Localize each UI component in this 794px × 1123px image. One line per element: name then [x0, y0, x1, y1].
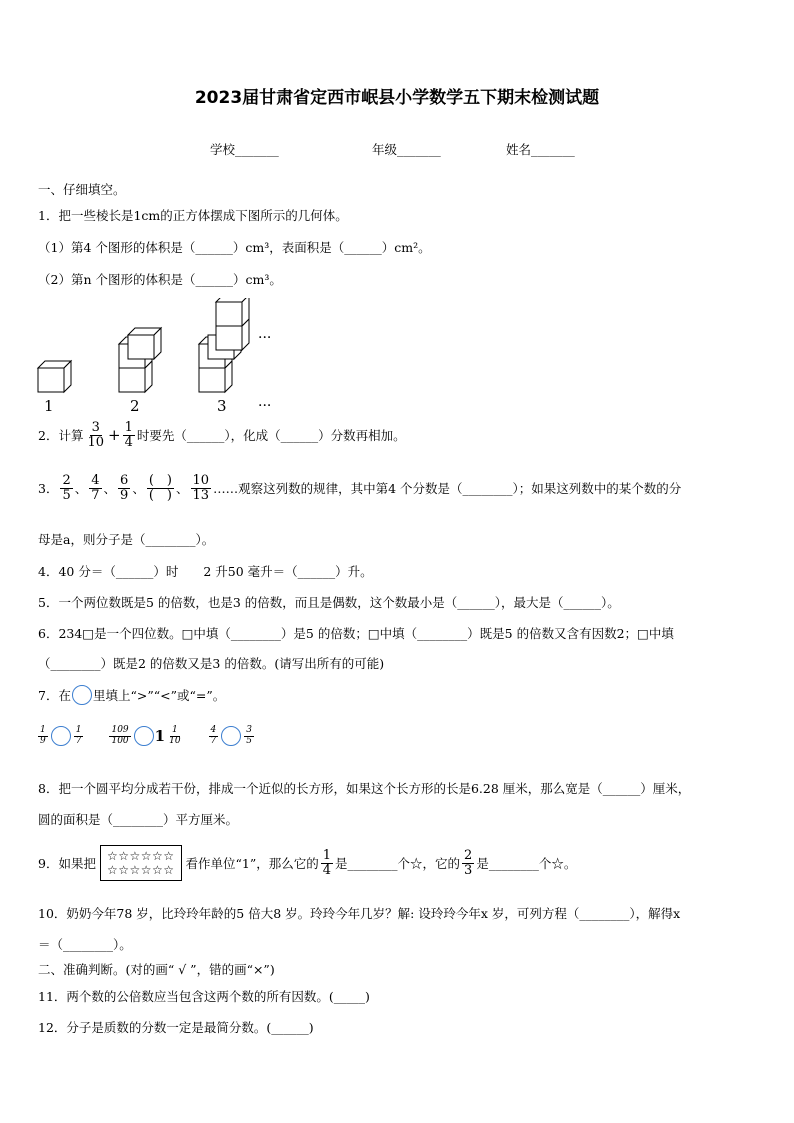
q7-items: [36, 726, 256, 746]
numerator: 4: [210, 725, 217, 736]
denominator: 5: [246, 735, 253, 746]
q1-sub2: （2）第n 个图形的体积是（______）cm³。: [38, 272, 282, 287]
cube-stack-2: [119, 313, 161, 392]
ellipsis-bottom: ···: [258, 398, 272, 414]
q3-line2: 母是a，则分子是（________）。: [38, 532, 215, 547]
separator: 、: [103, 480, 117, 496]
denominator: 10: [169, 735, 181, 746]
q6-line2: （________）既是2 的倍数又是3 的倍数。(请写出所有的可能): [38, 656, 385, 671]
q8-line2: 圆的面积是（________）平方厘米。: [38, 812, 239, 827]
numerator[interactable]: ( ): [148, 473, 172, 488]
q9-suffix: 是________个☆。: [476, 855, 577, 871]
q9-line: [38, 845, 576, 881]
comparison-circle-icon: [72, 685, 92, 705]
q7-item2-whole: 1: [154, 727, 166, 745]
numerator: 3: [91, 420, 100, 435]
numerator: 1: [171, 725, 178, 736]
q7-item1-left: [38, 726, 48, 746]
q3-line1-suffix: ……观察这列数的规律，其中第4 个分数是（________）；如果这列数中的某个数的分: [213, 480, 682, 496]
q1-stem: 1．把一些棱长是1cm的正方体摆成下图所示的几何体。: [38, 208, 348, 223]
denominator: 9: [40, 735, 46, 746]
plus-sign: +: [108, 426, 121, 445]
q3-fraction-5: [191, 474, 212, 502]
q10-line1: 10．奶奶今年78 岁，比玲玲年龄的5 倍大8 岁。玲玲今年几岁？解: 设玲玲今年x 岁，可列方程（________），解得x: [38, 906, 681, 921]
q7-item2-right: [167, 726, 182, 746]
q2-prefix: 2．计算: [38, 427, 84, 443]
separator: 、: [132, 480, 145, 496]
star-row-2: ☆☆☆☆☆☆: [106, 863, 175, 877]
q7-item1-right: [74, 726, 84, 746]
name-field[interactable]: 姓名_______: [506, 142, 575, 157]
section2-heading: 二、准确判断。(对的画“ √ ”，错的画“×”): [38, 962, 275, 977]
q9-mid2: 是________个☆，它的: [335, 855, 461, 871]
numerator: 2: [62, 473, 71, 488]
numerator: 10: [192, 473, 210, 488]
denominator: 13: [192, 487, 210, 503]
q11-line: 11．两个数的公倍数应当包含这两个数的所有因数。(_____): [38, 989, 370, 1004]
cube-stacks-figure: [35, 298, 285, 416]
denominator: 9: [120, 487, 129, 503]
q2-line: [38, 421, 406, 449]
denominator: 5: [62, 487, 71, 503]
q9-fraction-2: [462, 849, 474, 877]
separator: 、: [74, 480, 88, 496]
numerator: 1: [322, 847, 332, 863]
q2-fraction-2: [123, 421, 135, 449]
denominator: 4: [322, 862, 332, 878]
star-row-1: ☆☆☆☆☆☆: [106, 849, 175, 863]
denominator: 4: [124, 434, 133, 450]
q6-line1: 6．234□是一个四位数。□中填（________）是5 的倍数；□中填（________）既是5 的倍数又含有因数2；□中填: [38, 626, 674, 641]
figure-label-3: 3: [217, 397, 227, 415]
q9-fraction-1: [321, 849, 333, 877]
q7-item3-circle[interactable]: [221, 726, 241, 746]
numerator: 4: [91, 473, 100, 488]
q9-prefix: 9．如果把: [38, 855, 96, 871]
numerator: 3: [246, 725, 253, 736]
q1-sub1: （1）第4 个图形的体积是（______）cm³，表面积是（______）cm²。: [38, 240, 431, 255]
denominator: 7: [210, 735, 217, 746]
denominator: 7: [75, 735, 82, 746]
q7-prefix: 7．在: [38, 687, 71, 703]
section1-heading: 一、仔细填空。: [38, 182, 126, 197]
q9-mid1: 看作单位“1”，那么它的: [185, 855, 319, 871]
q7-suffix: 里填上“>”“<”或“=”。: [92, 687, 226, 703]
figure-label-2: 2: [130, 397, 140, 415]
numerator: 1: [75, 725, 82, 736]
q3-fraction-2: [89, 474, 101, 502]
denominator: 10: [87, 434, 104, 450]
q3-prefix: 3．: [38, 480, 59, 496]
q8-line1: 8．把一个圆平均分成若干份，排成一个近似的长方形，如果这个长方形的长是6.28 厘米，那么宽是（______）厘米，: [38, 781, 691, 796]
q7-item2-left: [109, 726, 130, 746]
cube-stack-3: [199, 298, 249, 392]
star-box: [100, 845, 182, 881]
q10-line2: ＝（________）。: [38, 937, 132, 952]
numerator: 6: [120, 473, 129, 488]
ellipsis-top: ···: [258, 330, 272, 346]
numerator: 109: [111, 725, 129, 736]
numerator: 1: [124, 420, 133, 435]
numerator: 1: [40, 725, 46, 736]
q7-line: [38, 685, 225, 705]
numerator: 2: [464, 847, 473, 863]
q12-line: 12．分子是质数的分数一定是最简分数。(______): [38, 1020, 314, 1035]
grade-field[interactable]: 年级_______: [372, 142, 441, 157]
separator: 、: [176, 480, 189, 496]
q7-item3-right: [244, 726, 254, 746]
figure-label-1: 1: [44, 397, 54, 415]
q2-suffix: 时要先（______），化成（______）分数再相加。: [136, 427, 406, 443]
school-field[interactable]: 学校_______: [210, 142, 279, 157]
denominator: 3: [464, 862, 473, 878]
q3-line1: [38, 474, 681, 502]
q7-item2-circle[interactable]: [134, 726, 154, 746]
q5-line: 5．一个两位数既是5 的倍数，也是3 的倍数，而且是偶数，这个数最小是（______），最大是（______）。: [38, 595, 620, 610]
q2-fraction-1: [85, 421, 106, 449]
page-title: 2023届甘肃省定西市岷县小学数学五下期末检测试题: [194, 88, 600, 108]
q3-fraction-1: [60, 474, 72, 502]
q7-item3-left: [209, 726, 219, 746]
denominator: 7: [91, 487, 100, 503]
denominator: 100: [111, 735, 129, 746]
q3-fraction-4-blank[interactable]: [147, 474, 174, 502]
q4-line: 4．40 分＝（______）时 2 升50 毫升＝（______）升。: [38, 564, 373, 579]
q3-fraction-3: [118, 474, 130, 502]
cube-stack-1: [38, 361, 71, 392]
q7-item1-circle[interactable]: [51, 726, 71, 746]
denominator[interactable]: ( ): [148, 487, 172, 503]
